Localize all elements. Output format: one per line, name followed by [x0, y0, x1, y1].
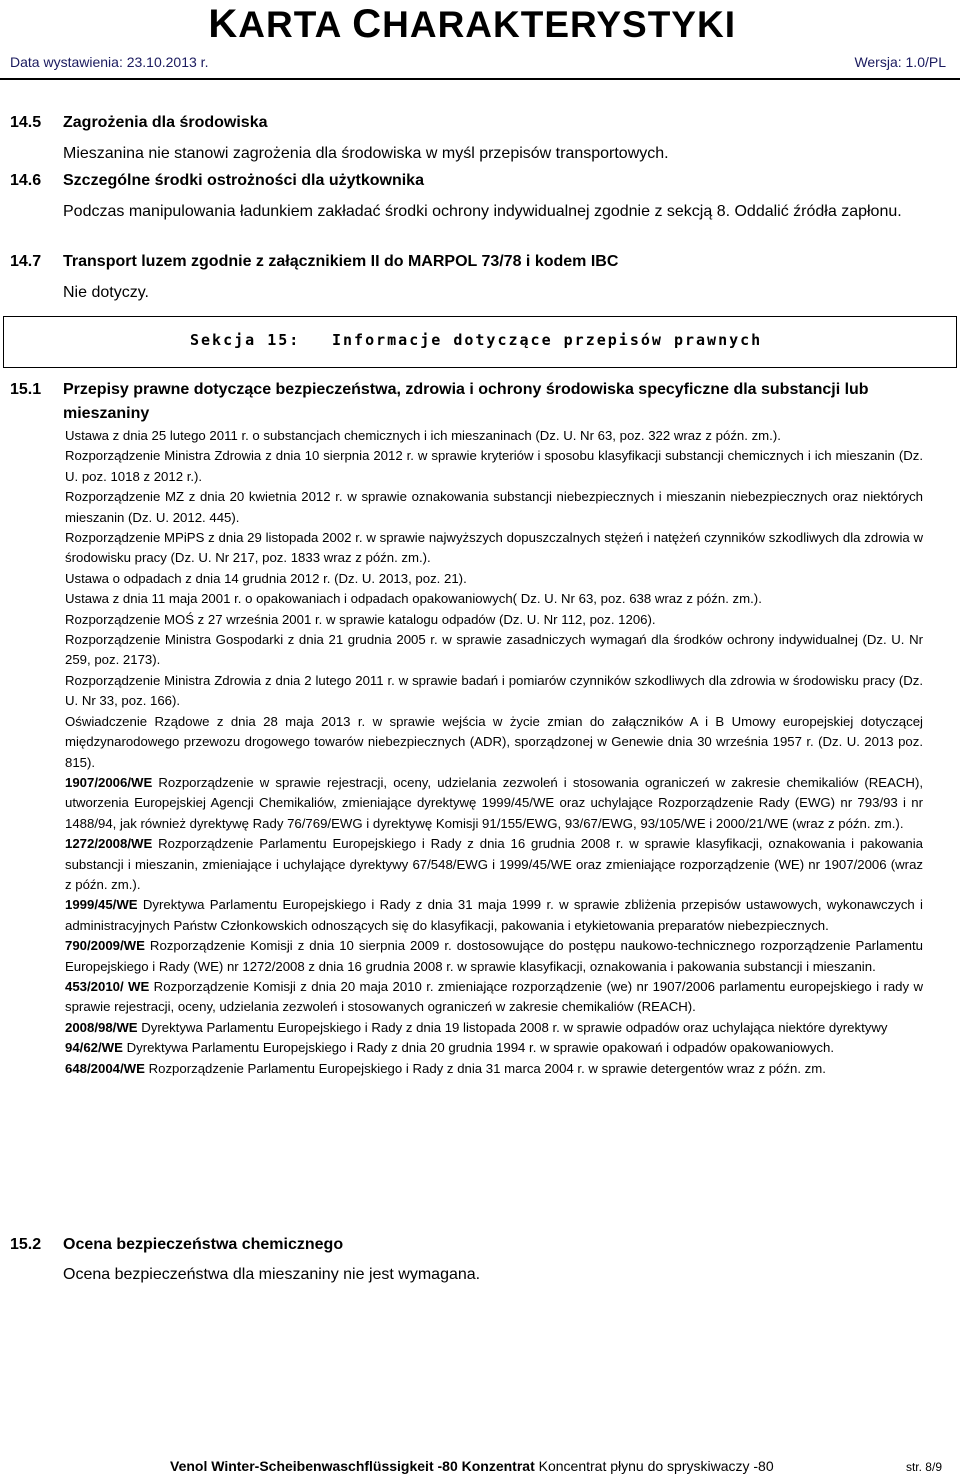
subsection-15-2-heading: 15.2 Ocena bezpieczeństwa chemicznego: [10, 1236, 344, 1253]
regulation-text: Rozporządzenie Komisji z dnia 10 sierpnia 2009 r. dostosowujące do postępu naukowo-technicznego rozporządzenie Parlamentu Europejskiego i Rady (WE) nr 1272/2008 z dnia 16 grudnia 2008 r. w sprawie klasyfikacji, oznakowania i pakowania substancji i mieszanin.: [65, 938, 923, 974]
regulation-item: [65, 426, 923, 446]
section-15-title: Informacje dotyczące przepisów prawnych: [332, 331, 763, 349]
subsection-14-5-text: Mieszanina nie stanowi zagrożenia dla środowiska w myśl przepisów transportowych.: [63, 145, 669, 162]
regulation-item: [65, 977, 923, 1018]
subsection-15-2-text: Ocena bezpieczeństwa dla mieszaniny nie jest wymagana.: [63, 1266, 481, 1283]
regulation-text: Rozporządzenie MZ z dnia 20 kwietnia 2012 r. w sprawie oznakowania substancji niebezpiecznych i mieszanin niebezpiecznych oraz niektórych mieszanin (Dz. U. 2012. 445).: [65, 489, 923, 525]
regulation-text: Rozporządzenie Ministra Zdrowia z dnia 2 lutego 2011 r. w sprawie badań i pomiarów czynników szkodliwych dla zdrowia w środowisku pracy (Dz. U. Nr 33, poz. 166).: [65, 672, 923, 709]
version-label: Wersja: 1.0/PL: [854, 54, 946, 70]
subsection-14-7-heading: 14.7 Transport luzem zgodnie z załącznikiem II do MARPOL 73/78 i kodem IBC: [10, 253, 619, 270]
regulation-item: [65, 528, 923, 569]
regulation-text: Dyrektywa Parlamentu Europejskiego i Rady z dnia 20 grudnia 1994 r. w sprawie opakowań i odpadów opakowaniowych.: [122, 1040, 834, 1056]
subsection-15-1-heading: 15.1 Przepisy prawne dotyczące bezpieczeństwa, zdrowia i ochrony środowiska specyficzne dla substancji lub mieszaniny: [10, 381, 869, 422]
regulation-code: 2008/98/WE: [65, 1019, 138, 1035]
regulation-text: Ustawa o odpadach z dnia 14 grudnia 2012 r. (Dz. U. 2013, poz. 21).: [65, 570, 467, 586]
subsection-14-7-text: Nie dotyczy.: [63, 284, 149, 301]
regulation-item: [65, 936, 923, 977]
regulation-item: [65, 569, 923, 589]
regulation-text: Rozporządzenie MPiPS z dnia 29 listopada 2002 r. w sprawie najwyższych dopuszczalnych stężeń i natężeń czynników szkodliwych dla zdrowia w środowisku pracy (Dz. U. Nr 217, poz. 1833 wraz z późn. zm.).: [65, 530, 923, 566]
regulation-code: 1907/2006/WE: [65, 774, 153, 790]
regulation-item: [65, 487, 923, 528]
regulation-code: 1999/45/WE: [65, 897, 138, 913]
regulation-item: [65, 610, 923, 630]
regulation-item: [65, 671, 923, 712]
regulation-text: Oświadczenie Rządowe z dnia 28 maja 2013 r. w sprawie wejścia w życie zmian do załączników A i B Umowy europejskiej dotyczącej międzynarodowego przewozu drogowego towarów niebezpiecznych (ADR), sporządzonej w Genewie dnia 30 września 1957 r. (Dz. U. 2013 poz. 815).: [65, 713, 923, 770]
subsection-14-6-text: Podczas manipulowania ładunkiem zakładać środki ochrony indywidualnej zgodnie z sekcją 8. Oddalić źródła zapłonu.: [63, 203, 902, 220]
regulation-item: [65, 834, 923, 895]
regulation-text: Rozporządzenie Parlamentu Europejskiego i Rady z dnia 16 grudnia 2008 r. w sprawie klasyfikacji, oznakowania i pakowania substancji i mieszanin, zmieniające i uchylające dyrektywy 67/548/EWG i 1999/45/WE oraz zmieniające rozporządzenie (WE) nr 1907/2006 (wraz z późn. zm.).: [65, 836, 923, 892]
regulation-text: Rozporządzenie w sprawie rejestracji, oceny, udzielania zezwoleń i stosowania ograniczeń w zakresie chemikaliów (REACH), utworzenia Europejskiej Agencji Chemikaliów, zmieniające dyrektywę 1999/45/WE oraz uchylające Rozporządzenie Rady (EWG) nr 793/93 i nr 1488/94, jak również dyrektywę Rady 76/769/EWG i dyrektywę Komisji 91/155/EWG, 93/67/EWG, 93/105/WE i 2000/21/WE (wraz z późn. zm.).: [65, 774, 923, 831]
regulation-text: Dyrektywa Parlamentu Europejskiego i Rady z dnia 31 maja 1999 r. w sprawie zbliżenia przepisów ustawowych, wykonawczych i administracyjnych Państw Członkowskich odnoszących się do klasyfikacji, pakowania i etykietowania preparatów niebezpiecznych.: [65, 897, 923, 933]
page-number: str. 8/9: [905, 1460, 942, 1474]
regulation-item: [65, 773, 923, 834]
regulation-code: 453/2010/ WE: [65, 978, 150, 994]
regulation-item: [65, 1018, 923, 1038]
regulation-item: [65, 446, 923, 487]
section-15-label: Sekcja 15:: [190, 331, 301, 349]
regulation-text: Rozporządzenie Ministra Gospodarki z dnia 21 grudnia 2005 r. w sprawie zasadniczych wymagań dla środków ochrony indywidualnej (Dz. U. Nr 259, poz. 2173).: [65, 632, 923, 668]
regulation-item: [65, 589, 923, 609]
issue-date: Data wystawienia: 23.10.2013 r.: [10, 54, 209, 70]
regulation-code: 1272/2008/WE: [65, 836, 153, 852]
regulation-text: Rozporządzenie MOŚ z 27 września 2001 r. w sprawie katalogu odpadów (Dz. U. Nr 112, poz. 1206).: [65, 611, 656, 627]
regulation-text: Rozporządzenie Parlamentu Europejskiego i Rady z dnia 31 marca 2004 r. w sprawie detergentów wraz z późn. zm.: [144, 1060, 826, 1076]
regulation-code: 94/62/WE: [65, 1040, 123, 1056]
section-15-banner: [3, 316, 957, 368]
footer-product-name: Venol Winter-Scheibenwaschflüssigkeit -80 Konzentrat Koncentrat płynu do spryskiwaczy -80: [170, 1458, 774, 1474]
regulation-item: [65, 1038, 923, 1058]
subsection-14-6-heading: 14.6 Szczególne środki ostrożności dla użytkownika: [10, 172, 424, 189]
document-title: KARTA CHARAKTERYSTYKI: [208, 2, 736, 46]
regulation-text: Rozporządzenie Ministra Zdrowia z dnia 10 sierpnia 2012 r. w sprawie kryteriów i sposobu klasyfikacji substancji chemicznych i ich mieszanin (Dz. U. poz. 1018 z 2012 r.).: [65, 448, 923, 484]
regulation-item: [65, 630, 923, 671]
regulation-item: [65, 712, 923, 773]
regulation-code: 790/2009/WE: [65, 938, 145, 954]
regulation-item: [65, 895, 923, 936]
header-divider: [0, 78, 960, 80]
subsection-14-5-heading: 14.5 Zagrożenia dla środowiska: [10, 114, 268, 131]
regulation-text: Ustawa z dnia 25 lutego 2011 r. o substancjach chemicznych i ich mieszaninach (Dz. U. Nr 63, poz. 322 wraz z późn. zm.).: [65, 428, 781, 443]
regulation-text: Rozporządzenie Komisji z dnia 20 maja 2010 r. zmieniające rozporządzenie (we) nr 1907/2006 parlamentu europejskiego i rady w sprawie rejestracji, oceny, udzielania zezwoleń i stosowanych ograniczeń w zakresie chemikaliów (REACH).: [65, 978, 923, 1015]
regulation-item: [65, 1059, 923, 1079]
regulation-text: Ustawa z dnia 11 maja 2001 r. o opakowaniach i odpadach opakowaniowych( Dz. U. Nr 63, poz. 638 wraz z późn. zm.).: [65, 591, 762, 607]
regulations-list: [65, 426, 923, 1079]
regulation-code: 648/2004/WE: [65, 1060, 145, 1076]
regulation-text: Dyrektywa Parlamentu Europejskiego i Rady z dnia 19 listopada 2008 r. w sprawie odpadów oraz uchylająca niektóre dyrektywy: [137, 1019, 888, 1035]
